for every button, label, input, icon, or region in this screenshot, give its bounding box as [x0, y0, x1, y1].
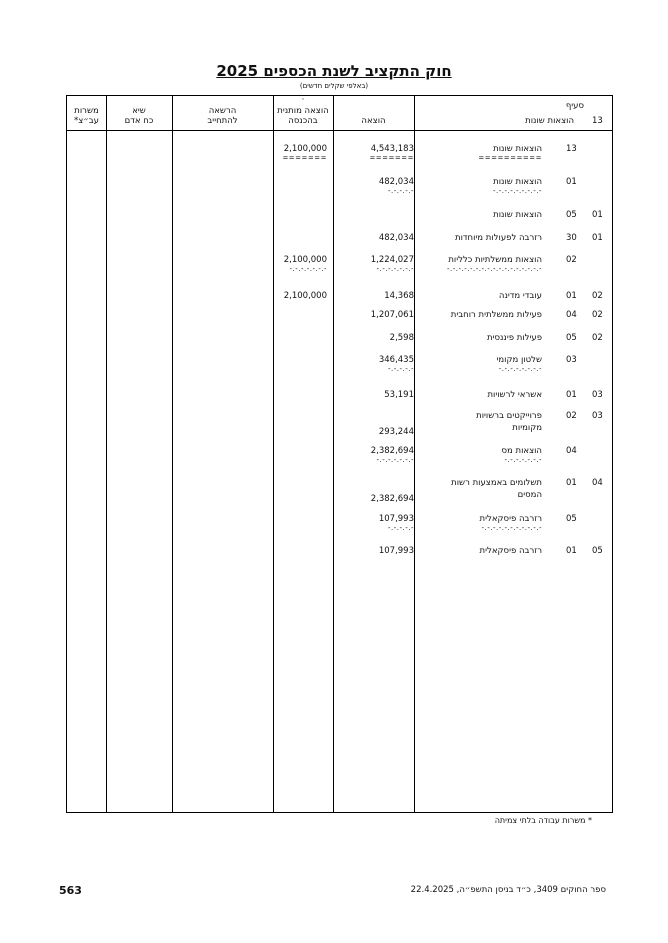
header-manpower-line1: שיא — [132, 106, 146, 116]
row-name-line2: המסים — [517, 490, 542, 500]
row-code-primary: 02 — [592, 310, 603, 320]
row-name-underline: -.-.-.-.-.-.- — [504, 456, 542, 464]
row-expense: 14,368 — [384, 291, 414, 301]
header-conditional-line2: בהכנסה — [288, 116, 318, 126]
row-expense: 1,224,027 — [370, 255, 414, 265]
row-code-secondary: 30 — [566, 233, 577, 243]
row-code-secondary: 01 — [566, 291, 577, 301]
row-code-primary: 02 — [592, 333, 603, 343]
row-code-primary: 01 — [592, 210, 603, 220]
row-name-underline: ========== — [478, 154, 542, 162]
row-expense: 4,543,183 — [370, 144, 414, 154]
footnote: * משרות עבודה בלתי צמיתה — [494, 816, 592, 825]
header-section-label: סעיף — [565, 101, 584, 111]
header-positions-line2: עב״צ* — [73, 116, 99, 126]
row-conditional: 2,100,000 — [283, 144, 327, 154]
row-name-line2: מקומיות — [512, 423, 542, 433]
row-name: אשראי לרשויות — [487, 390, 542, 400]
row-code-primary: 01 — [566, 177, 577, 187]
header-commitment — [172, 106, 273, 126]
row-code-secondary: 04 — [566, 310, 577, 320]
header-dot: · — [301, 95, 305, 105]
header-manpower-line2: כח אדם — [124, 116, 154, 126]
row-code-secondary: 01 — [566, 546, 577, 556]
row-code-secondary: 02 — [566, 411, 577, 421]
row-name: פעילות ממשלתית רוחבית — [450, 310, 542, 320]
row-code-primary: 02 — [592, 291, 603, 301]
row-expense: 53,191 — [384, 390, 414, 400]
row-name-underline: -.-.-.-.-.-.-.-.-.-.- — [481, 524, 542, 532]
page-subtitle: (באלפי שקלים חדשים) — [299, 82, 369, 90]
row-expense-underline: ======= — [369, 154, 414, 162]
header-manpower — [106, 106, 172, 126]
row-code-primary: 03 — [566, 355, 577, 365]
page-number: 563 — [59, 884, 82, 897]
row-name: הוצאות מס — [501, 446, 542, 456]
row-code-primary: 01 — [592, 233, 603, 243]
row-expense-underline: -.-.-.-.-.-.- — [376, 265, 414, 273]
column-divider — [333, 96, 334, 812]
row-code-primary: 05 — [592, 546, 603, 556]
row-expense: 2,382,694 — [370, 494, 414, 504]
row-name: הוצאות ממשלתיות כלליות — [448, 255, 542, 265]
row-expense-underline: -.-.-.-.- — [387, 187, 414, 195]
row-name: תשלומים באמצעות רשות — [451, 478, 542, 488]
header-rule — [67, 130, 612, 131]
header-positions — [67, 106, 106, 126]
row-expense: 346,435 — [378, 355, 414, 365]
header-section-num: 13 — [592, 116, 603, 126]
header-conditional — [273, 106, 333, 126]
page-title-text: חוק התקציב לשנת הכספים 2025 — [216, 62, 452, 80]
header-conditional-line1: הוצאה מותנית — [277, 106, 329, 116]
row-code-primary: 05 — [566, 514, 577, 524]
row-name-underline: -.-.-.-.-.-.-.- — [498, 365, 542, 373]
header-commitment-line2: להתחייב — [207, 116, 238, 126]
row-code-primary: 13 — [566, 144, 577, 154]
row-conditional: 2,100,000 — [283, 291, 327, 301]
header-expense: הוצאה — [361, 116, 386, 126]
row-code-secondary: 01 — [566, 390, 577, 400]
row-expense-underline: -.-.-.-.-.-.- — [376, 456, 414, 464]
row-name: רזרבה לפעולות מיוחדות — [454, 233, 542, 243]
row-name: רזרבה פיסקאלית — [479, 546, 542, 556]
row-name: הוצאות שונות — [493, 177, 542, 187]
row-name: רזרבה פיסקאלית — [479, 514, 542, 524]
row-name-underline: -.-.-.-.-.-.-.-.- — [492, 187, 542, 195]
budget-table — [66, 95, 613, 813]
page-title — [0, 62, 668, 80]
column-divider — [172, 96, 173, 812]
header-positions-line1: משרות — [74, 106, 99, 116]
row-expense: 482,034 — [378, 177, 414, 187]
row-expense: 482,034 — [378, 233, 414, 243]
row-name: הוצאות שונות — [493, 210, 542, 220]
column-divider — [414, 96, 415, 812]
row-code-primary: 02 — [566, 255, 577, 265]
header-section-name: הוצאות שונות — [525, 116, 574, 126]
row-expense-underline: -.-.-.-.- — [387, 365, 414, 373]
row-expense-underline: -.-.-.-.- — [387, 524, 414, 532]
row-code-secondary: 01 — [566, 478, 577, 488]
row-name: שלטון מקומי — [496, 355, 542, 365]
row-expense: 293,244 — [378, 427, 414, 437]
row-code-primary: 04 — [592, 478, 603, 488]
row-code-primary: 03 — [592, 390, 603, 400]
row-conditional-underline: ======= — [282, 154, 327, 162]
header-commitment-line1: הרשאה — [208, 106, 237, 116]
row-expense: 107,993 — [378, 546, 414, 556]
row-expense: 1,207,061 — [370, 310, 414, 320]
row-code-secondary: 05 — [566, 210, 577, 220]
row-code-primary: 03 — [592, 411, 603, 421]
row-name-underline: -.-.-.-.-.-.-.-.-.-.-.-.-.-.-.-.- — [446, 265, 542, 273]
row-name: הוצאות שונות — [493, 144, 542, 154]
column-divider — [273, 96, 274, 812]
row-code-primary: 04 — [566, 446, 577, 456]
row-code-secondary: 05 — [566, 333, 577, 343]
row-name: פעילות פיננסית — [487, 333, 542, 343]
row-expense: 2,382,694 — [370, 446, 414, 456]
row-name: פרוייקטים ברשויות — [476, 411, 542, 421]
row-name: עובדי מדינה — [498, 291, 542, 301]
row-conditional: 2,100,000 — [283, 255, 327, 265]
row-expense: 2,598 — [389, 333, 414, 343]
footer-publication: ספר החוקים 3409, כ״ד בניסן התשפ״ה, 22.4.2025 — [410, 885, 606, 895]
row-conditional-underline: -.-.-.-.-.-.- — [289, 265, 327, 273]
column-divider — [106, 96, 107, 812]
row-expense: 107,993 — [378, 514, 414, 524]
